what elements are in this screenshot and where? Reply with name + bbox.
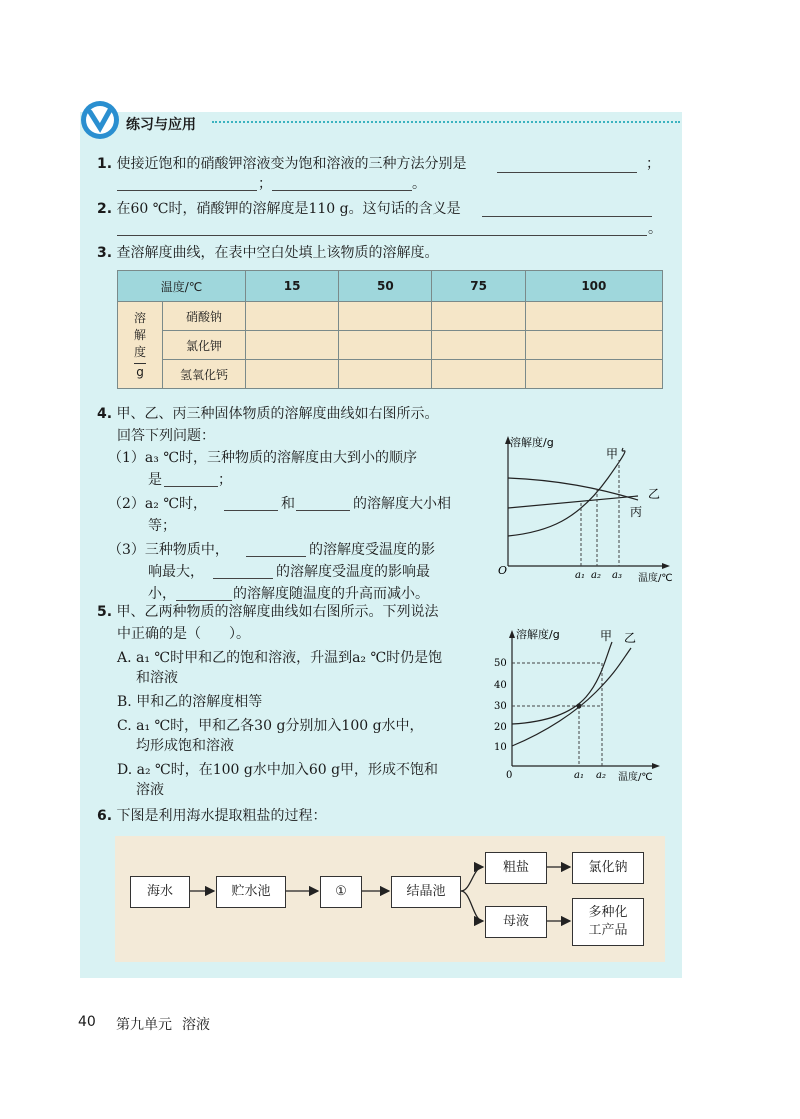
- q4-origin: O: [498, 564, 508, 577]
- q4-xtick-a2: a₂: [591, 570, 601, 581]
- q4-blank-4[interactable]: [246, 556, 306, 557]
- cell-input[interactable]: [246, 360, 339, 389]
- q5-ytick-10: 10: [494, 742, 507, 753]
- side-label-unit: g: [136, 364, 144, 379]
- side-label-text: 溶 解 度: [134, 310, 146, 364]
- q4-p2b: 的溶解度大小相: [353, 496, 451, 512]
- header-dotted-rule: [212, 121, 680, 123]
- q4-p2c: 等；: [148, 518, 176, 534]
- q5-option-a-2: 和溶液: [136, 670, 178, 686]
- q4-blank-3[interactable]: [296, 510, 350, 511]
- box-seawater: 海水: [130, 876, 190, 908]
- q4-blank-5[interactable]: [213, 578, 273, 579]
- q5-series-yi: 乙: [624, 631, 637, 645]
- q5-ytick-30: 30: [494, 701, 507, 712]
- q1-blank-2[interactable]: [117, 190, 257, 191]
- q5-option-c-2: 均形成饱和溶液: [136, 738, 234, 754]
- row-name-potassium-chloride: 氯化钾: [163, 331, 246, 360]
- q2-line1: [97, 199, 461, 219]
- q4-xtick-a1: a₁: [575, 570, 585, 581]
- q1-text: 使接近饱和的硝酸钾溶液变为饱和溶液的三种方法分别是: [116, 156, 467, 172]
- cell-input[interactable]: [432, 360, 525, 389]
- table-side-label: [118, 302, 163, 389]
- q6-line1: [97, 806, 327, 826]
- row-name-sodium-nitrate: 硝酸钠: [163, 302, 246, 331]
- q3-text: 查溶解度曲线，在表中空白处填上该物质的溶解度。: [116, 245, 439, 261]
- table-header-row: [118, 271, 663, 302]
- q5-origin: 0: [506, 770, 513, 781]
- q5-option-b[interactable]: B. 甲和乙的溶解度相等: [117, 694, 263, 710]
- q5-text-2: 中正确的是（ ）。: [117, 626, 250, 642]
- q2-text: 在60 ℃时，硝酸钾的溶解度是110 g。这句话的含义是: [116, 201, 461, 217]
- q4-series-bing: 丙: [630, 505, 643, 519]
- q5-number: 5.: [97, 604, 113, 620]
- q4-p1b: 是: [148, 472, 162, 488]
- q1-number: 1.: [97, 156, 113, 172]
- temp-col-15: 15: [246, 271, 339, 302]
- q4-line1: [97, 404, 439, 424]
- q4-p3d: 的溶解度受温度的影响最: [276, 564, 430, 580]
- box-step-1: ①: [320, 876, 362, 908]
- q4-solubility-chart: [488, 428, 678, 588]
- q4-p1end: ；: [218, 472, 232, 488]
- arrow-pond-crude-salt: [461, 867, 483, 891]
- footer-unit: 第九单元: [116, 1017, 172, 1033]
- q5-option-d-2: 溶液: [136, 782, 164, 798]
- q5-ytick-40: 40: [494, 680, 507, 691]
- q2-end: 。: [648, 221, 662, 237]
- q4-ylabel: 溶解度/g: [510, 436, 554, 449]
- cell-input[interactable]: [339, 302, 432, 331]
- cell-input[interactable]: [339, 360, 432, 389]
- q2-blank-1[interactable]: [482, 216, 652, 217]
- cell-input[interactable]: [525, 302, 662, 331]
- row-name-calcium-hydroxide: 氢氧化钙: [163, 360, 246, 389]
- temp-col-75: 75: [432, 271, 525, 302]
- cell-input[interactable]: [246, 331, 339, 360]
- footer-topic: 溶液: [182, 1017, 210, 1033]
- q3-number: 3.: [97, 245, 113, 261]
- q1-end: 。: [412, 176, 426, 192]
- q5-xtick-a1: a₁: [574, 770, 584, 781]
- cell-input[interactable]: [525, 360, 662, 389]
- q4-series-yi: 乙: [648, 487, 661, 501]
- box-chemical-products: 多种化 工产品: [572, 898, 644, 946]
- q5-curve-jia: [512, 642, 612, 724]
- q5-ylabel: 溶解度/g: [516, 628, 560, 641]
- q1-blank-1[interactable]: [497, 172, 637, 173]
- cell-input[interactable]: [432, 302, 525, 331]
- table-row: [118, 302, 663, 331]
- diagram-arrows: [115, 836, 665, 962]
- q1-line1: [97, 154, 467, 174]
- table-row: [118, 360, 663, 389]
- q5-xtick-a2: a₂: [596, 770, 606, 781]
- q5-y-arrow: [509, 630, 515, 638]
- q6-text: 下图是利用海水提取粗盐的过程：: [116, 808, 327, 824]
- q5-line1: [97, 602, 439, 622]
- box-crude-salt: 粗盐: [485, 852, 547, 884]
- sea-salt-process-diagram: [115, 836, 665, 962]
- q4-x-arrow: [662, 563, 670, 569]
- cell-input[interactable]: [246, 302, 339, 331]
- q1-sep2: ；: [258, 176, 272, 192]
- q5-x-arrow: [652, 763, 660, 769]
- q4-number: 4.: [97, 406, 113, 422]
- q5-ytick-20: 20: [494, 722, 507, 733]
- q5-series-jia: 甲: [600, 629, 613, 643]
- cell-input[interactable]: [525, 331, 662, 360]
- q6-number: 6.: [97, 808, 113, 824]
- table-row: [118, 331, 663, 360]
- q3-line1: [97, 243, 439, 263]
- q4-p2a: （2）a₂ ℃时，: [108, 496, 207, 512]
- q4-p2and: 和: [281, 496, 295, 512]
- arrow-pond-mother-liquor: [461, 891, 483, 921]
- q4-blank-1[interactable]: [164, 486, 218, 487]
- page-number: 40: [78, 1014, 96, 1030]
- q5-text-1: 甲、乙两种物质的溶解度曲线如右图所示。下列说法: [116, 604, 439, 620]
- q4-xlabel: 温度/℃: [638, 573, 673, 584]
- q4-blank-2[interactable]: [224, 510, 278, 511]
- q4-text-1: 甲、乙、丙三种固体物质的溶解度曲线如右图所示。: [116, 406, 439, 422]
- q5-option-c-1[interactable]: C. a₁ ℃时，甲和乙各30 g分别加入100 g水中，: [117, 718, 424, 734]
- q4-p3c: 响最大，: [148, 564, 204, 580]
- q2-blank-2[interactable]: [117, 235, 647, 236]
- section-logo-icon: [80, 100, 120, 140]
- q4-xtick-a3: a₃: [612, 570, 622, 581]
- q4-p3f: 的溶解度随温度的升高而减小。: [233, 586, 429, 602]
- q5-option-a-1[interactable]: A. a₁ ℃时甲和乙的饱和溶液，升温到a₂ ℃时仍是饱: [117, 650, 443, 666]
- box-sodium-chloride: 氯化钠: [572, 852, 644, 884]
- q1-blank-3[interactable]: [272, 190, 412, 191]
- q4-series-jia: 甲: [606, 447, 619, 461]
- q4-p3b: 的溶解度受温度的影: [309, 542, 435, 558]
- temp-col-100: 100: [525, 271, 662, 302]
- cell-input[interactable]: [432, 331, 525, 360]
- table-corner: 温度/℃: [118, 271, 246, 302]
- box-mother-liquor: 母液: [485, 906, 547, 938]
- q2-number: 2.: [97, 201, 113, 217]
- q5-ytick-50: 50: [494, 658, 507, 669]
- q4-text-2: 回答下列问题：: [117, 428, 215, 444]
- q4-p3e: 小，: [148, 586, 176, 602]
- box-reservoir: 贮水池: [216, 876, 286, 908]
- temp-col-50: 50: [339, 271, 432, 302]
- q4-p1a: （1）a₃ ℃时，三种物质的溶解度由大到小的顺序: [108, 450, 417, 466]
- solubility-table: [117, 270, 663, 389]
- box-crystallization-pond: 结晶池: [391, 876, 461, 908]
- cell-input[interactable]: [339, 331, 432, 360]
- q5-intersection-point: [577, 704, 582, 709]
- q1-sep1: ；: [646, 156, 660, 172]
- q4-p3a: （3）三种物质中，: [108, 542, 229, 558]
- q5-xlabel: 温度/℃: [618, 772, 653, 783]
- q5-option-d-1[interactable]: D. a₂ ℃时，在100 g水中加入60 g甲，形成不饱和: [117, 762, 439, 778]
- q4-blank-6[interactable]: [176, 600, 232, 601]
- q5-solubility-chart: [486, 622, 680, 786]
- section-title: 练习与应用: [126, 117, 196, 133]
